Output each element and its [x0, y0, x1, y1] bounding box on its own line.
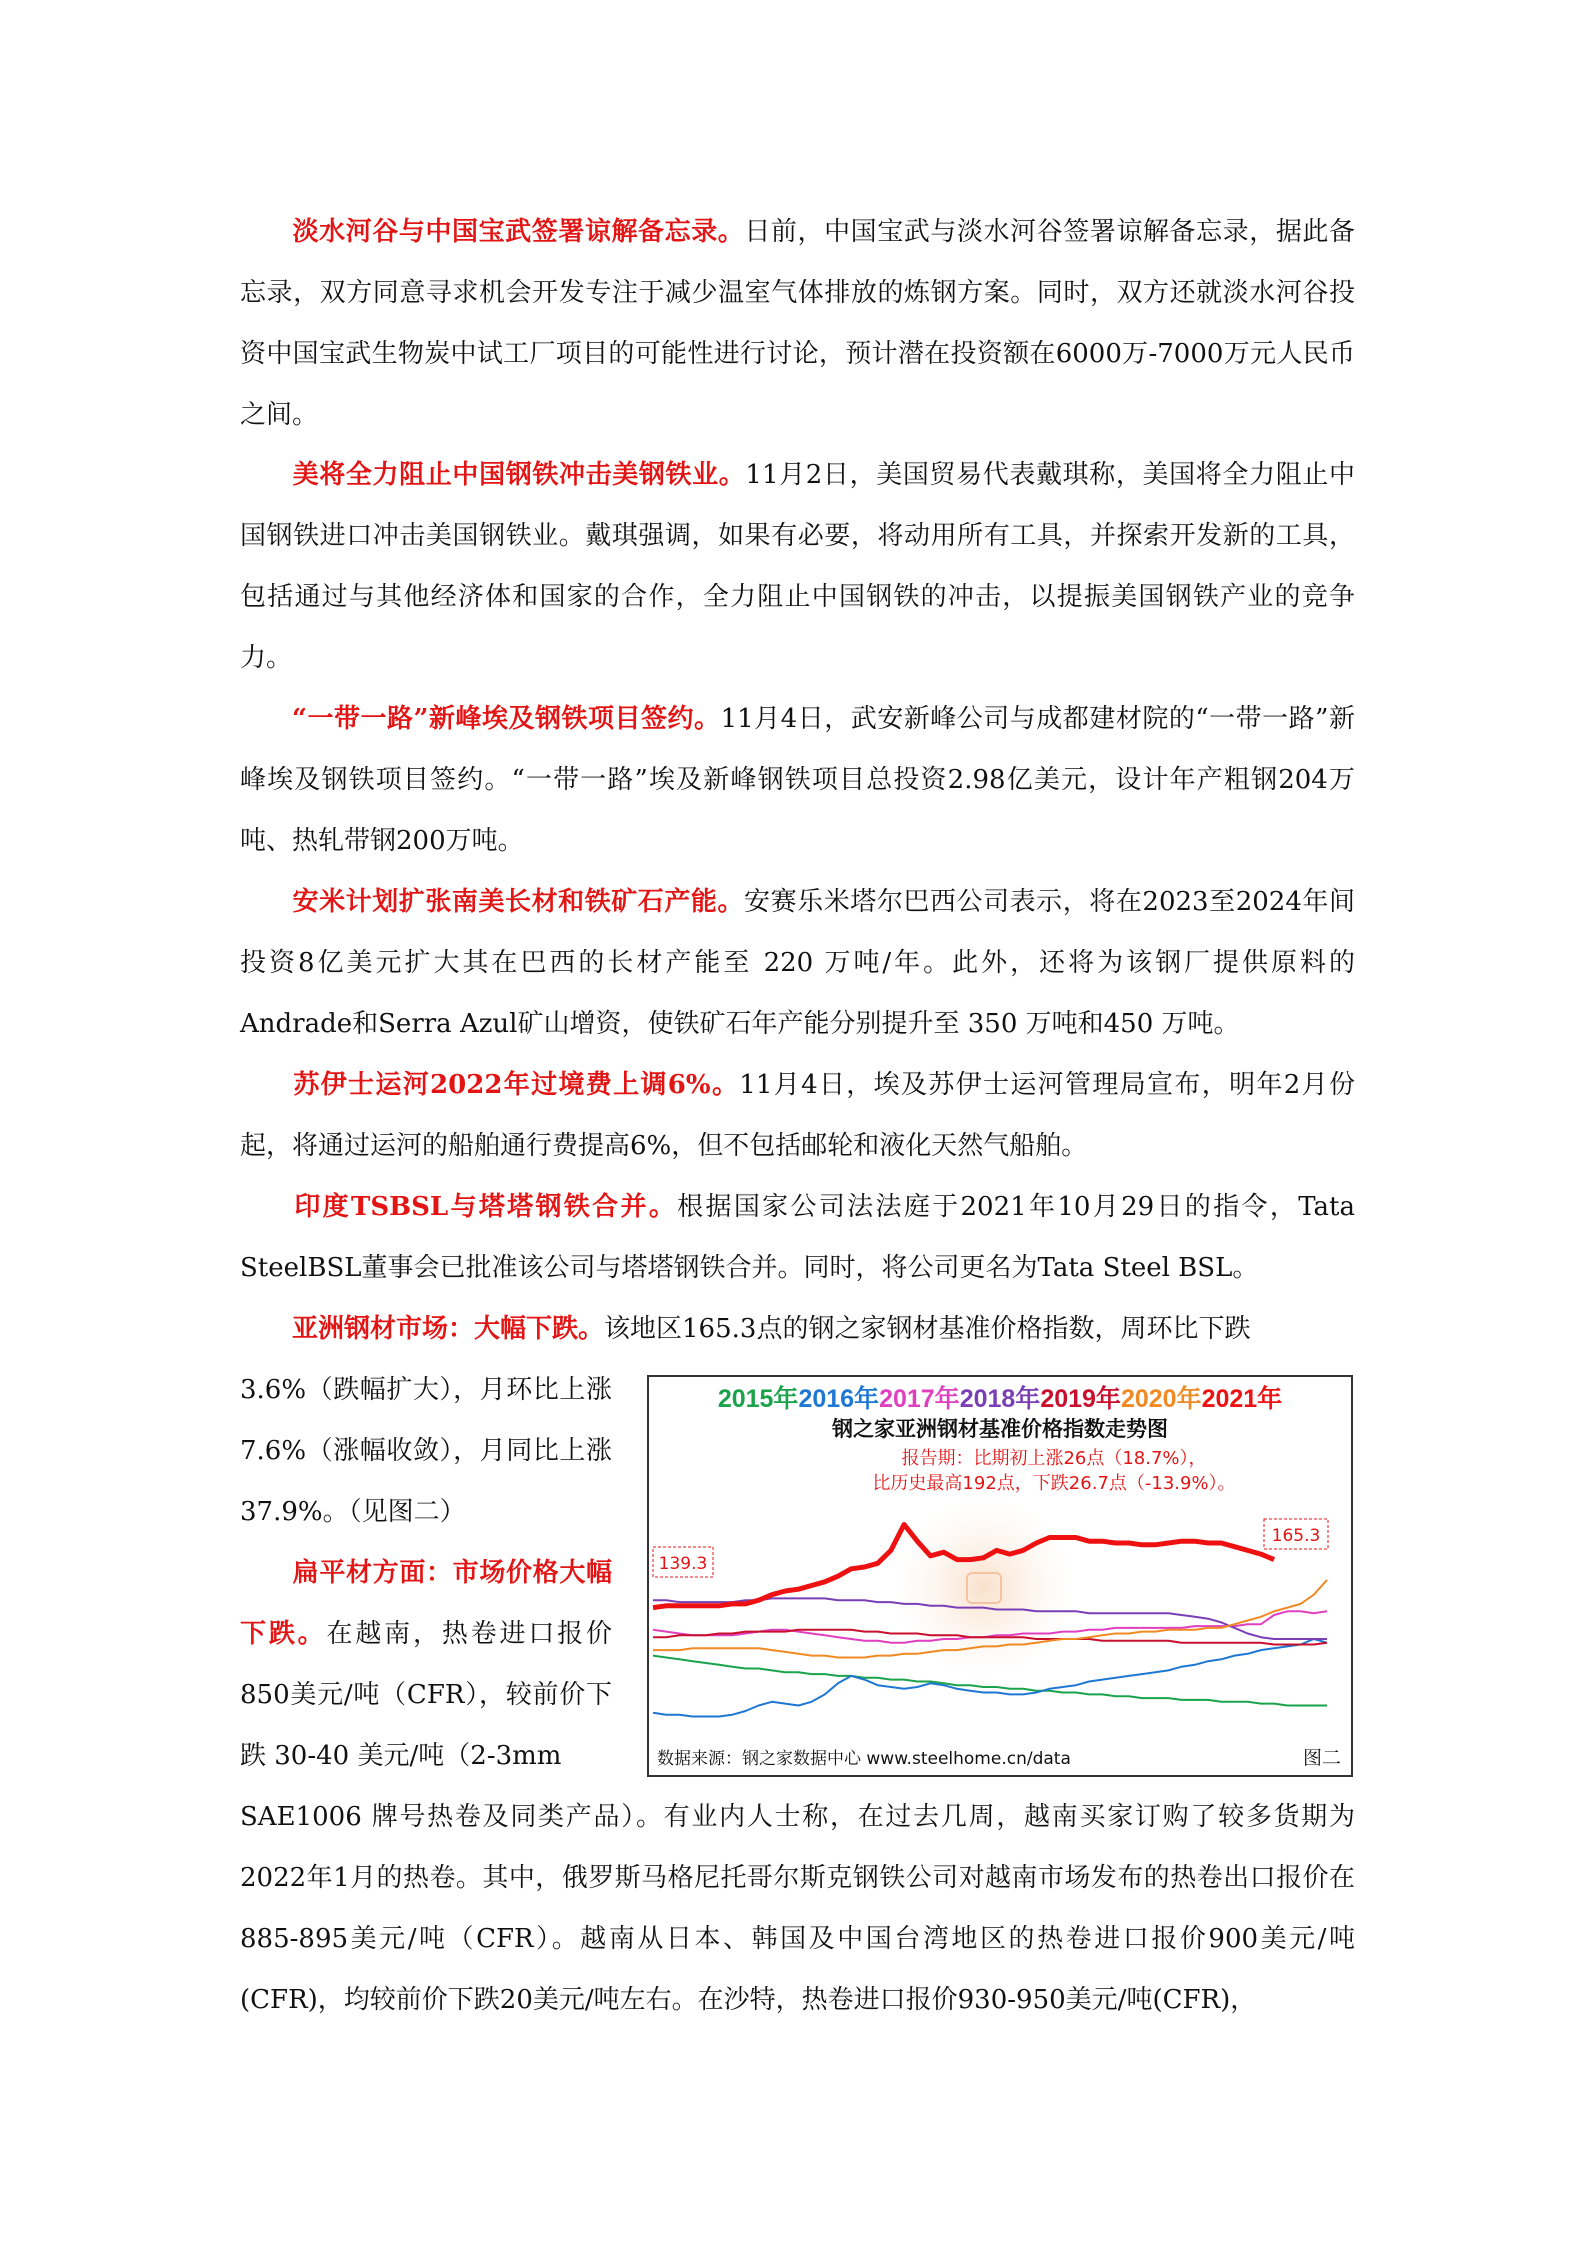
paragraph-body: 11月4日，埃及苏伊士运河管理局宣布，明年2月份起，将通过运河的船舶通行费提高6%，但不包括邮轮和液化天然气船舶。 [240, 1070, 1355, 1161]
paragraph-heading: “一带一路”新峰埃及钢铁项目签约。 [292, 704, 721, 734]
paragraph-tsbsl-merger [240, 1177, 1355, 1299]
paragraph-body: 11月4日，武安新峰公司与成都建材院的“一带一路”新峰埃及钢铁项目签约。“一带一路”埃及新峰钢铁项目总投资2.98亿美元，设计年产粗钢204万吨、热轧带钢200万吨。 [240, 704, 1355, 856]
start-value-label: 139.3 [658, 1554, 708, 1574]
legend-year-6: 2021年 [1201, 1385, 1283, 1413]
end-value-label: 165.3 [1271, 1526, 1321, 1546]
legend-year-2: 2017年 [879, 1385, 960, 1413]
paragraph-arcelormittal [240, 872, 1355, 1055]
price-index-chart [647, 1375, 1353, 1777]
paragraph-body: 根据国家公司法法庭于2021年10月29日的指令，Tata SteelBSL董事会已批准该公司与塔塔钢铁合并。同时，将公司更名为Tata Steel BSL。 [240, 1192, 1355, 1283]
chart-title: 钢之家亚洲钢材基准价格指数走势图 [832, 1417, 1168, 1441]
chart-subtitle-2: 比历史最高192点，下跌26.7点（-13.9%）。 [872, 1473, 1236, 1494]
paragraph-heading: 亚洲钢材市场：大幅下跌。 [292, 1314, 605, 1344]
legend-year-1: 2016年 [798, 1385, 880, 1413]
paragraph-heading: 安米计划扩张南美长材和铁矿石产能。 [292, 887, 745, 917]
chart-svg [649, 1377, 1351, 1775]
paragraph-body: 在越南，热卷进口报价850美元/吨（CFR），较前价下跌 30-40 美元/吨（2-3mm [240, 1619, 612, 1771]
paragraph-us-steel [240, 445, 1355, 689]
paragraph-heading: 淡水河谷与中国宝武签署谅解备忘录。 [292, 217, 745, 247]
legend-year-3: 2018年 [959, 1385, 1041, 1413]
paragraph-body: 安赛乐米塔尔巴西公司表示，将在2023至2024年间投资8亿美元扩大其在巴西的长材产能至 220 万吨/年。此外，还将为该钢厂提供原料的 Andrade和Serra Azul矿山增资，使铁矿石年产能分别提升至 350 万吨和450 万吨。 [240, 887, 1355, 1039]
paragraph-heading: 苏伊士运河2022年过境费上调6%。 [292, 1070, 740, 1100]
paragraph-body: 11月2日，美国贸易代表戴琪称，美国将全力阻止中国钢铁进口冲击美国钢铁业。戴琪强调，如果有必要，将动用所有工具，并探索开发新的工具，包括通过与其他经济体和国家的合作，全力阻止中国钢铁的冲击，以提振美国钢铁产业的竞争力。 [240, 460, 1355, 673]
chart-year-legend [718, 1384, 1282, 1413]
chart-source: 数据来源：钢之家数据中心 www.steelhome.cn/data [657, 1749, 1071, 1769]
chart-subtitle-1: 报告期：比期初上涨26点（18.7%）， [901, 1448, 1207, 1469]
paragraph-flat-products [240, 1543, 612, 1787]
paragraph-vale-baowu [240, 202, 1355, 446]
legend-year-4: 2019年 [1040, 1385, 1121, 1413]
paragraph-heading: 美将全力阻止中国钢铁冲击美钢铁业。 [292, 460, 746, 490]
paragraph-belt-road-egypt [240, 689, 1355, 872]
paragraph-heading: 印度TSBSL与塔塔钢铁合并。 [292, 1192, 678, 1222]
paragraph-body: 该地区165.3点的钢之家钢材基准价格指数，周环比下跌 [604, 1314, 1251, 1344]
legend-year-5: 2020年 [1120, 1385, 1202, 1413]
paragraph-suez-canal [240, 1055, 1355, 1177]
paragraph-asia-market [240, 1299, 1355, 1360]
paragraph-body: 日前，中国宝武与淡水河谷签署谅解备忘录，据此备忘录，双方同意寻求机会开发专注于减少温室气体排放的炼钢方案。同时，双方还就淡水河谷投资中国宝武生物炭中试工厂项目的可能性进行讨论，预计潜在投资额在6000万-7000万元人民币之间。 [240, 217, 1355, 430]
figure-label: 图二 [1302, 1747, 1341, 1769]
watermark-circle [894, 1497, 1074, 1677]
paragraph-flat-products-cont: SAE1006 牌号热卷及同类产品）。有业内人士称，在过去几周，越南买家订购了较多货期为2022年1月的热卷。其中，俄罗斯马格尼托哥尔斯克钢铁公司对越南市场发布的热卷出口报价在885-895美元/吨（CFR）。越南从日本、韩国及中国台湾地区的热卷进口报价900美元/吨(CFR)，均较前价下跌20美元/吨左右。在沙特，热卷进口报价930-950美元/吨(CFR)， [240, 1802, 1355, 2015]
legend-year-0: 2015年 [717, 1385, 799, 1413]
paragraph-heading: 扁平材方面：市场价格大幅下跌。 [240, 1558, 612, 1649]
paragraph-asia-market-cont: 3.6%（跌幅扩大），月环比上涨7.6%（涨幅收敛），月同比上涨37.9%。（见图二） [240, 1375, 612, 1527]
